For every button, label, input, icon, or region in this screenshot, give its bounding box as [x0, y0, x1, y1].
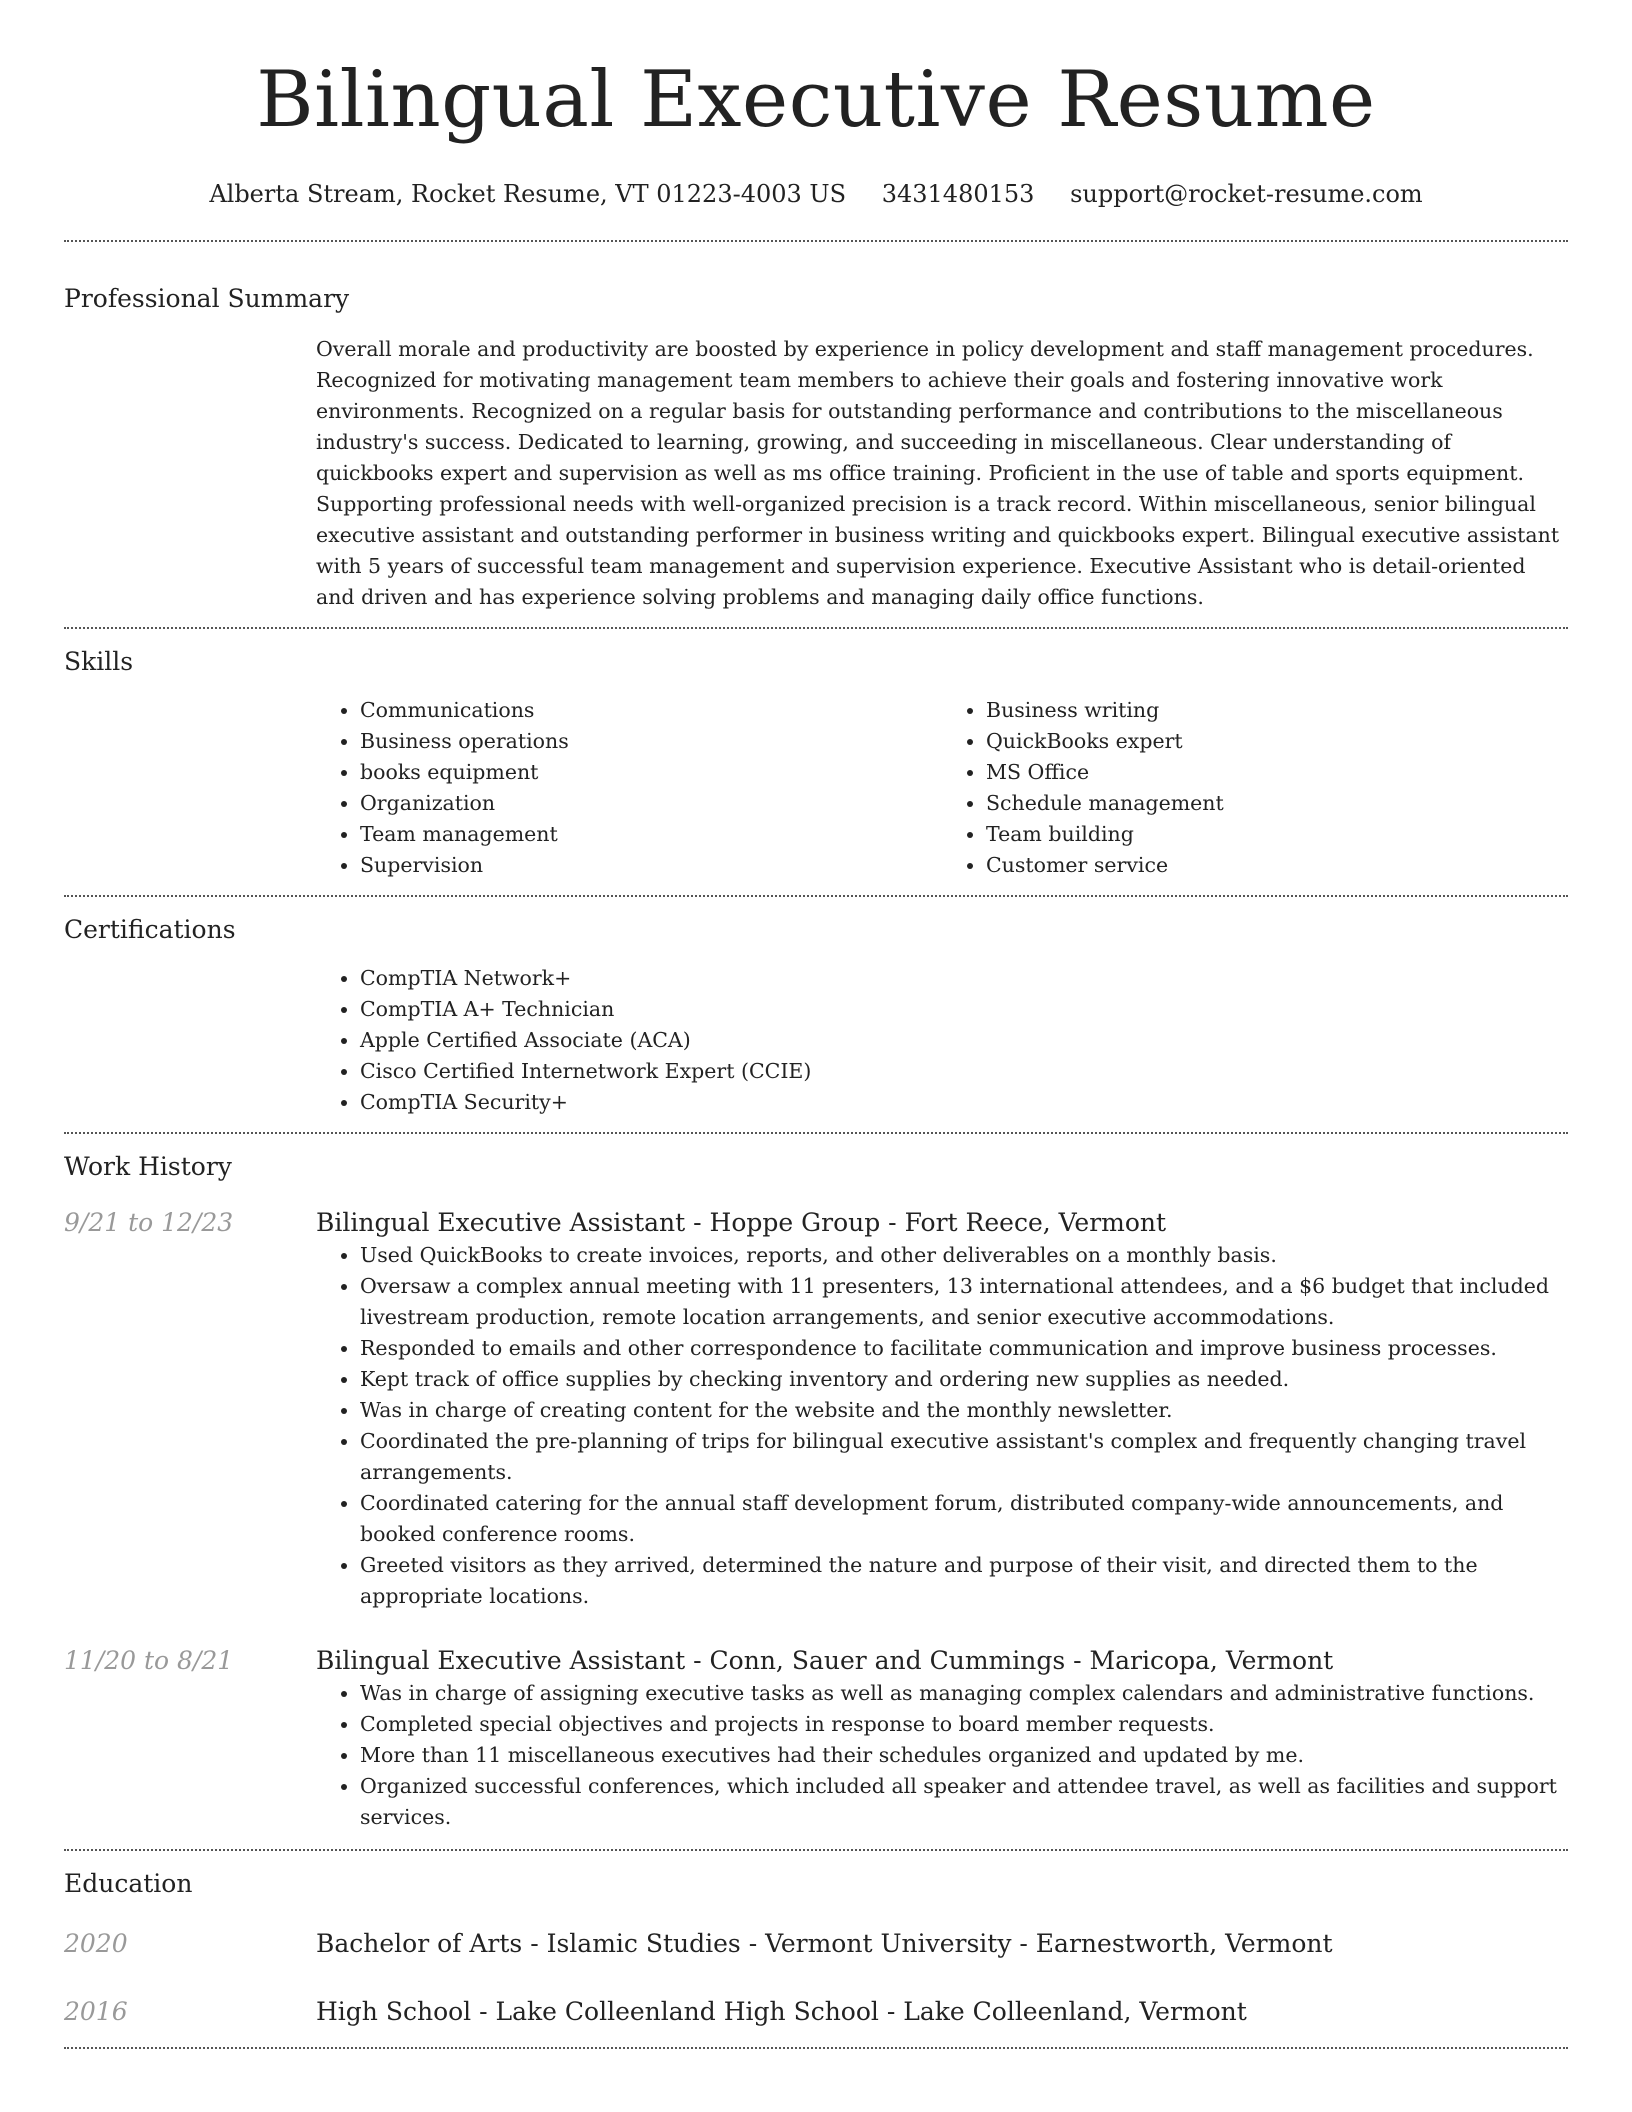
job-bullet: • Coordinated catering for the annual staff development forum, distributed company-wide announcements, and booked conference rooms. — [360, 1488, 1568, 1550]
job-company: Hoppe Group - Fort Reece, Vermont — [709, 1208, 1167, 1237]
job-dates: 11/20 to 8/21 — [64, 1646, 234, 1675]
certification-item: • Apple Certified Associate (ACA) — [360, 1025, 1568, 1056]
certification-item: • CompTIA A+ Technician — [360, 994, 1568, 1025]
education-text: High School - Lake Colleenland High School - Lake Colleenland, Vermont — [316, 1997, 1247, 2026]
education-section — [64, 1851, 1568, 2047]
education-text: Bachelor of Arts - Islamic Studies - Vermont University - Earnestworth, Vermont — [316, 1929, 1333, 1958]
skill-item: • books equipment — [360, 757, 942, 788]
education-heading: Education — [64, 1869, 193, 1898]
job-separator: - — [685, 1646, 710, 1675]
education-entry — [64, 1927, 1568, 1961]
certification-item: • CompTIA Security+ — [360, 1087, 1568, 1118]
skills-columns — [316, 695, 1568, 895]
skills-section — [64, 629, 1568, 895]
job-bullet: • Used QuickBooks to create invoices, reports, and other deliverables on a monthly basis. — [360, 1240, 1568, 1271]
skill-item: • Customer service — [986, 850, 1568, 881]
job-separator: - — [685, 1208, 710, 1237]
job-heading — [316, 1644, 1568, 1678]
job-bullet: • Oversaw a complex annual meeting with 11 presenters, 13 international attendees, and a $6 budget that included livestream production, remote location arrangements, and senior executive accommodations. — [360, 1271, 1568, 1333]
job-bullets — [316, 1678, 1568, 1833]
skill-item: • Schedule management — [986, 788, 1568, 819]
job-company: Conn, Sauer and Cummings - Maricopa, Vermont — [709, 1646, 1334, 1675]
skill-item: • Business operations — [360, 726, 942, 757]
skills-list-left — [316, 695, 942, 881]
work-section — [64, 1134, 1568, 1849]
skill-item: • Team building — [986, 819, 1568, 850]
job-title: Bilingual Executive Assistant — [316, 1208, 686, 1237]
job-entry — [64, 1206, 1568, 1612]
job-bullet: • Kept track of office supplies by checking inventory and ordering new supplies as needed. — [360, 1364, 1568, 1395]
skills-list-right — [942, 695, 1568, 881]
contact-email: support@rocket-resume.com — [1070, 180, 1423, 208]
education-entry — [64, 1995, 1568, 2047]
certifications-section — [64, 897, 1568, 1132]
job-bullet: • Organized successful conferences, which included all speaker and attendee travel, as well as facilities and support services. — [360, 1771, 1568, 1833]
skill-item: • Team management — [360, 819, 942, 850]
job-bullet: • Was in charge of assigning executive tasks as well as managing complex calendars and administrative functions. — [360, 1678, 1568, 1709]
skill-item: • QuickBooks expert — [986, 726, 1568, 757]
summary-heading: Professional Summary — [64, 284, 350, 313]
skill-item: • MS Office — [986, 757, 1568, 788]
job-details — [316, 1206, 1568, 1612]
education-year: 2020 — [64, 1929, 128, 1958]
divider — [64, 2047, 1568, 2049]
job-details — [316, 1644, 1568, 1833]
certification-item: • Cisco Certified Internetwork Expert (CCIE) — [360, 1056, 1568, 1087]
job-title: Bilingual Executive Assistant — [316, 1646, 686, 1675]
skill-item: • Business writing — [986, 695, 1568, 726]
job-entry — [64, 1644, 1568, 1849]
job-bullet: • Greeted visitors as they arrived, determined the nature and purpose of their visit, and directed them to the appropriate locations. — [360, 1550, 1568, 1612]
skills-heading: Skills — [64, 647, 134, 676]
certification-item: • CompTIA Network+ — [360, 963, 1568, 994]
job-bullet: • More than 11 miscellaneous executives had their schedules organized and updated by me. — [360, 1740, 1568, 1771]
job-bullet: • Responded to emails and other correspondence to facilitate communication and improve business processes. — [360, 1333, 1568, 1364]
skill-item: • Supervision — [360, 850, 942, 881]
certifications-list — [316, 963, 1568, 1118]
job-dates: 9/21 to 12/23 — [64, 1208, 234, 1237]
summary-text: Overall morale and productivity are boosted by experience in policy development and staff management procedures. Recognized for motivating management team members to achieve their goals and fostering innovative work environments. Recognized on a regular basis for outstanding performance and contributions to the miscellaneous industry's success. Dedicated to learning, growing, and succeeding in miscellaneous. Clear understanding of quickbooks expert and supervision as well as ms office training. Proficient in the use of table and sports equipment. Supporting professional needs with well-organized precision is a track record. Within miscellaneous, senior bilingual executive assistant and outstanding performer in business writing and quickbooks expert. Bilingual executive assistant with 5 years of successful team management and supervision experience. Executive Assistant who is detail-oriented and driven and has experience solving problems and managing daily office functions. — [316, 337, 1560, 609]
contact-phone: 3431480153 — [881, 180, 1035, 208]
job-bullet: • Coordinated the pre-planning of trips for bilingual executive assistant's complex and frequently changing travel arrangements. — [360, 1426, 1568, 1488]
job-bullet: • Was in charge of creating content for the website and the monthly newsletter. — [360, 1395, 1568, 1426]
certifications-heading: Certifications — [64, 915, 236, 944]
contact-address: Alberta Stream, Rocket Resume, VT 01223-4003 US — [209, 180, 847, 208]
job-bullets — [316, 1240, 1568, 1612]
job-heading — [316, 1206, 1568, 1240]
work-heading: Work History — [64, 1152, 232, 1181]
education-year: 2016 — [64, 1997, 128, 2026]
contact-line — [64, 178, 1568, 210]
skill-item: • Communications — [360, 695, 942, 726]
resume-title: Bilingual Executive Resume — [256, 55, 1376, 145]
job-bullet: • Completed special objectives and projects in response to board member requests. — [360, 1709, 1568, 1740]
certifications-body — [316, 963, 1568, 1132]
skill-item: • Organization — [360, 788, 942, 819]
summary-section — [64, 242, 1568, 627]
